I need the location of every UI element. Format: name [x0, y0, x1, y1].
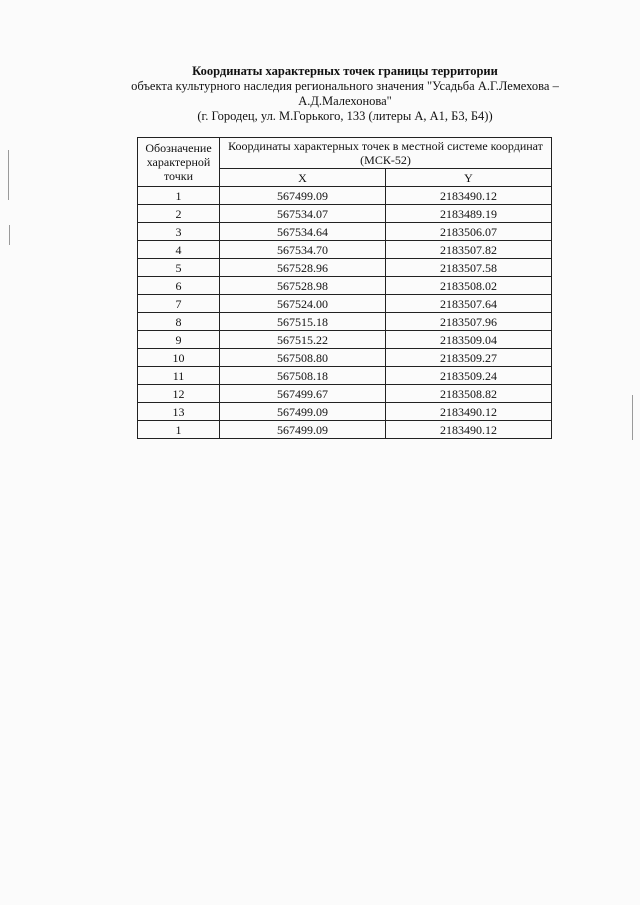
- header-coordinates: Координаты характерных точек в местной системе координат (МСК-52): [220, 138, 552, 169]
- document-subtitle-line-2: А.Д.Малехонова": [298, 94, 392, 108]
- point-cell: 13: [138, 403, 220, 421]
- point-cell: 5: [138, 259, 220, 277]
- document-header: [100, 64, 590, 124]
- point-cell: 1: [138, 421, 220, 439]
- y-coordinate-cell: 2183489.19: [386, 205, 552, 223]
- header-x: X: [220, 169, 386, 187]
- table-row: [138, 349, 552, 367]
- x-coordinate-cell: 567508.18: [220, 367, 386, 385]
- scan-edge-mark: [9, 225, 10, 245]
- table-row: [138, 313, 552, 331]
- x-coordinate-cell: 567534.64: [220, 223, 386, 241]
- point-cell: 3: [138, 223, 220, 241]
- x-coordinate-cell: 567534.07: [220, 205, 386, 223]
- point-cell: 1: [138, 187, 220, 205]
- table-row: [138, 223, 552, 241]
- y-coordinate-cell: 2183490.12: [386, 403, 552, 421]
- coordinates-table: [137, 137, 552, 439]
- document-subtitle-line-1: объекта культурного наследия регионального значения "Усадьба А.Г.Лемехова –: [131, 79, 559, 93]
- y-coordinate-cell: 2183509.24: [386, 367, 552, 385]
- document-subtitle-line-3: (г. Городец, ул. М.Горького, 133 (литеры А, А1, Б3, Б4)): [197, 109, 493, 123]
- x-coordinate-cell: 567515.18: [220, 313, 386, 331]
- table-row: [138, 187, 552, 205]
- point-cell: 8: [138, 313, 220, 331]
- point-cell: 12: [138, 385, 220, 403]
- y-coordinate-cell: 2183508.02: [386, 277, 552, 295]
- y-coordinate-cell: 2183507.96: [386, 313, 552, 331]
- x-coordinate-cell: 567499.09: [220, 421, 386, 439]
- x-coordinate-cell: 567515.22: [220, 331, 386, 349]
- x-coordinate-cell: 567499.67: [220, 385, 386, 403]
- table-row: [138, 259, 552, 277]
- y-coordinate-cell: 2183508.82: [386, 385, 552, 403]
- x-coordinate-cell: 567524.00: [220, 295, 386, 313]
- header-point-designation: Обозначение характерной точки: [138, 138, 220, 187]
- table-row: [138, 277, 552, 295]
- table-row: [138, 403, 552, 421]
- y-coordinate-cell: 2183506.07: [386, 223, 552, 241]
- point-cell: 6: [138, 277, 220, 295]
- scan-edge-mark: [8, 150, 9, 200]
- y-coordinate-cell: 2183490.12: [386, 187, 552, 205]
- table-row: [138, 205, 552, 223]
- table-row: [138, 241, 552, 259]
- point-cell: 7: [138, 295, 220, 313]
- x-coordinate-cell: 567528.96: [220, 259, 386, 277]
- x-coordinate-cell: 567508.80: [220, 349, 386, 367]
- x-coordinate-cell: 567528.98: [220, 277, 386, 295]
- y-coordinate-cell: 2183509.04: [386, 331, 552, 349]
- y-coordinate-cell: 2183507.58: [386, 259, 552, 277]
- x-coordinate-cell: 567499.09: [220, 403, 386, 421]
- table-row: [138, 421, 552, 439]
- point-cell: 10: [138, 349, 220, 367]
- x-coordinate-cell: 567534.70: [220, 241, 386, 259]
- point-cell: 9: [138, 331, 220, 349]
- y-coordinate-cell: 2183490.12: [386, 421, 552, 439]
- x-coordinate-cell: 567499.09: [220, 187, 386, 205]
- document-title: Координаты характерных точек границы территории: [192, 64, 498, 78]
- header-y: Y: [386, 169, 552, 187]
- y-coordinate-cell: 2183509.27: [386, 349, 552, 367]
- table-row: [138, 385, 552, 403]
- point-cell: 11: [138, 367, 220, 385]
- point-cell: 2: [138, 205, 220, 223]
- table-row: [138, 331, 552, 349]
- scan-edge-mark: [632, 395, 633, 440]
- y-coordinate-cell: 2183507.82: [386, 241, 552, 259]
- point-cell: 4: [138, 241, 220, 259]
- table-row: [138, 295, 552, 313]
- table-row: [138, 367, 552, 385]
- y-coordinate-cell: 2183507.64: [386, 295, 552, 313]
